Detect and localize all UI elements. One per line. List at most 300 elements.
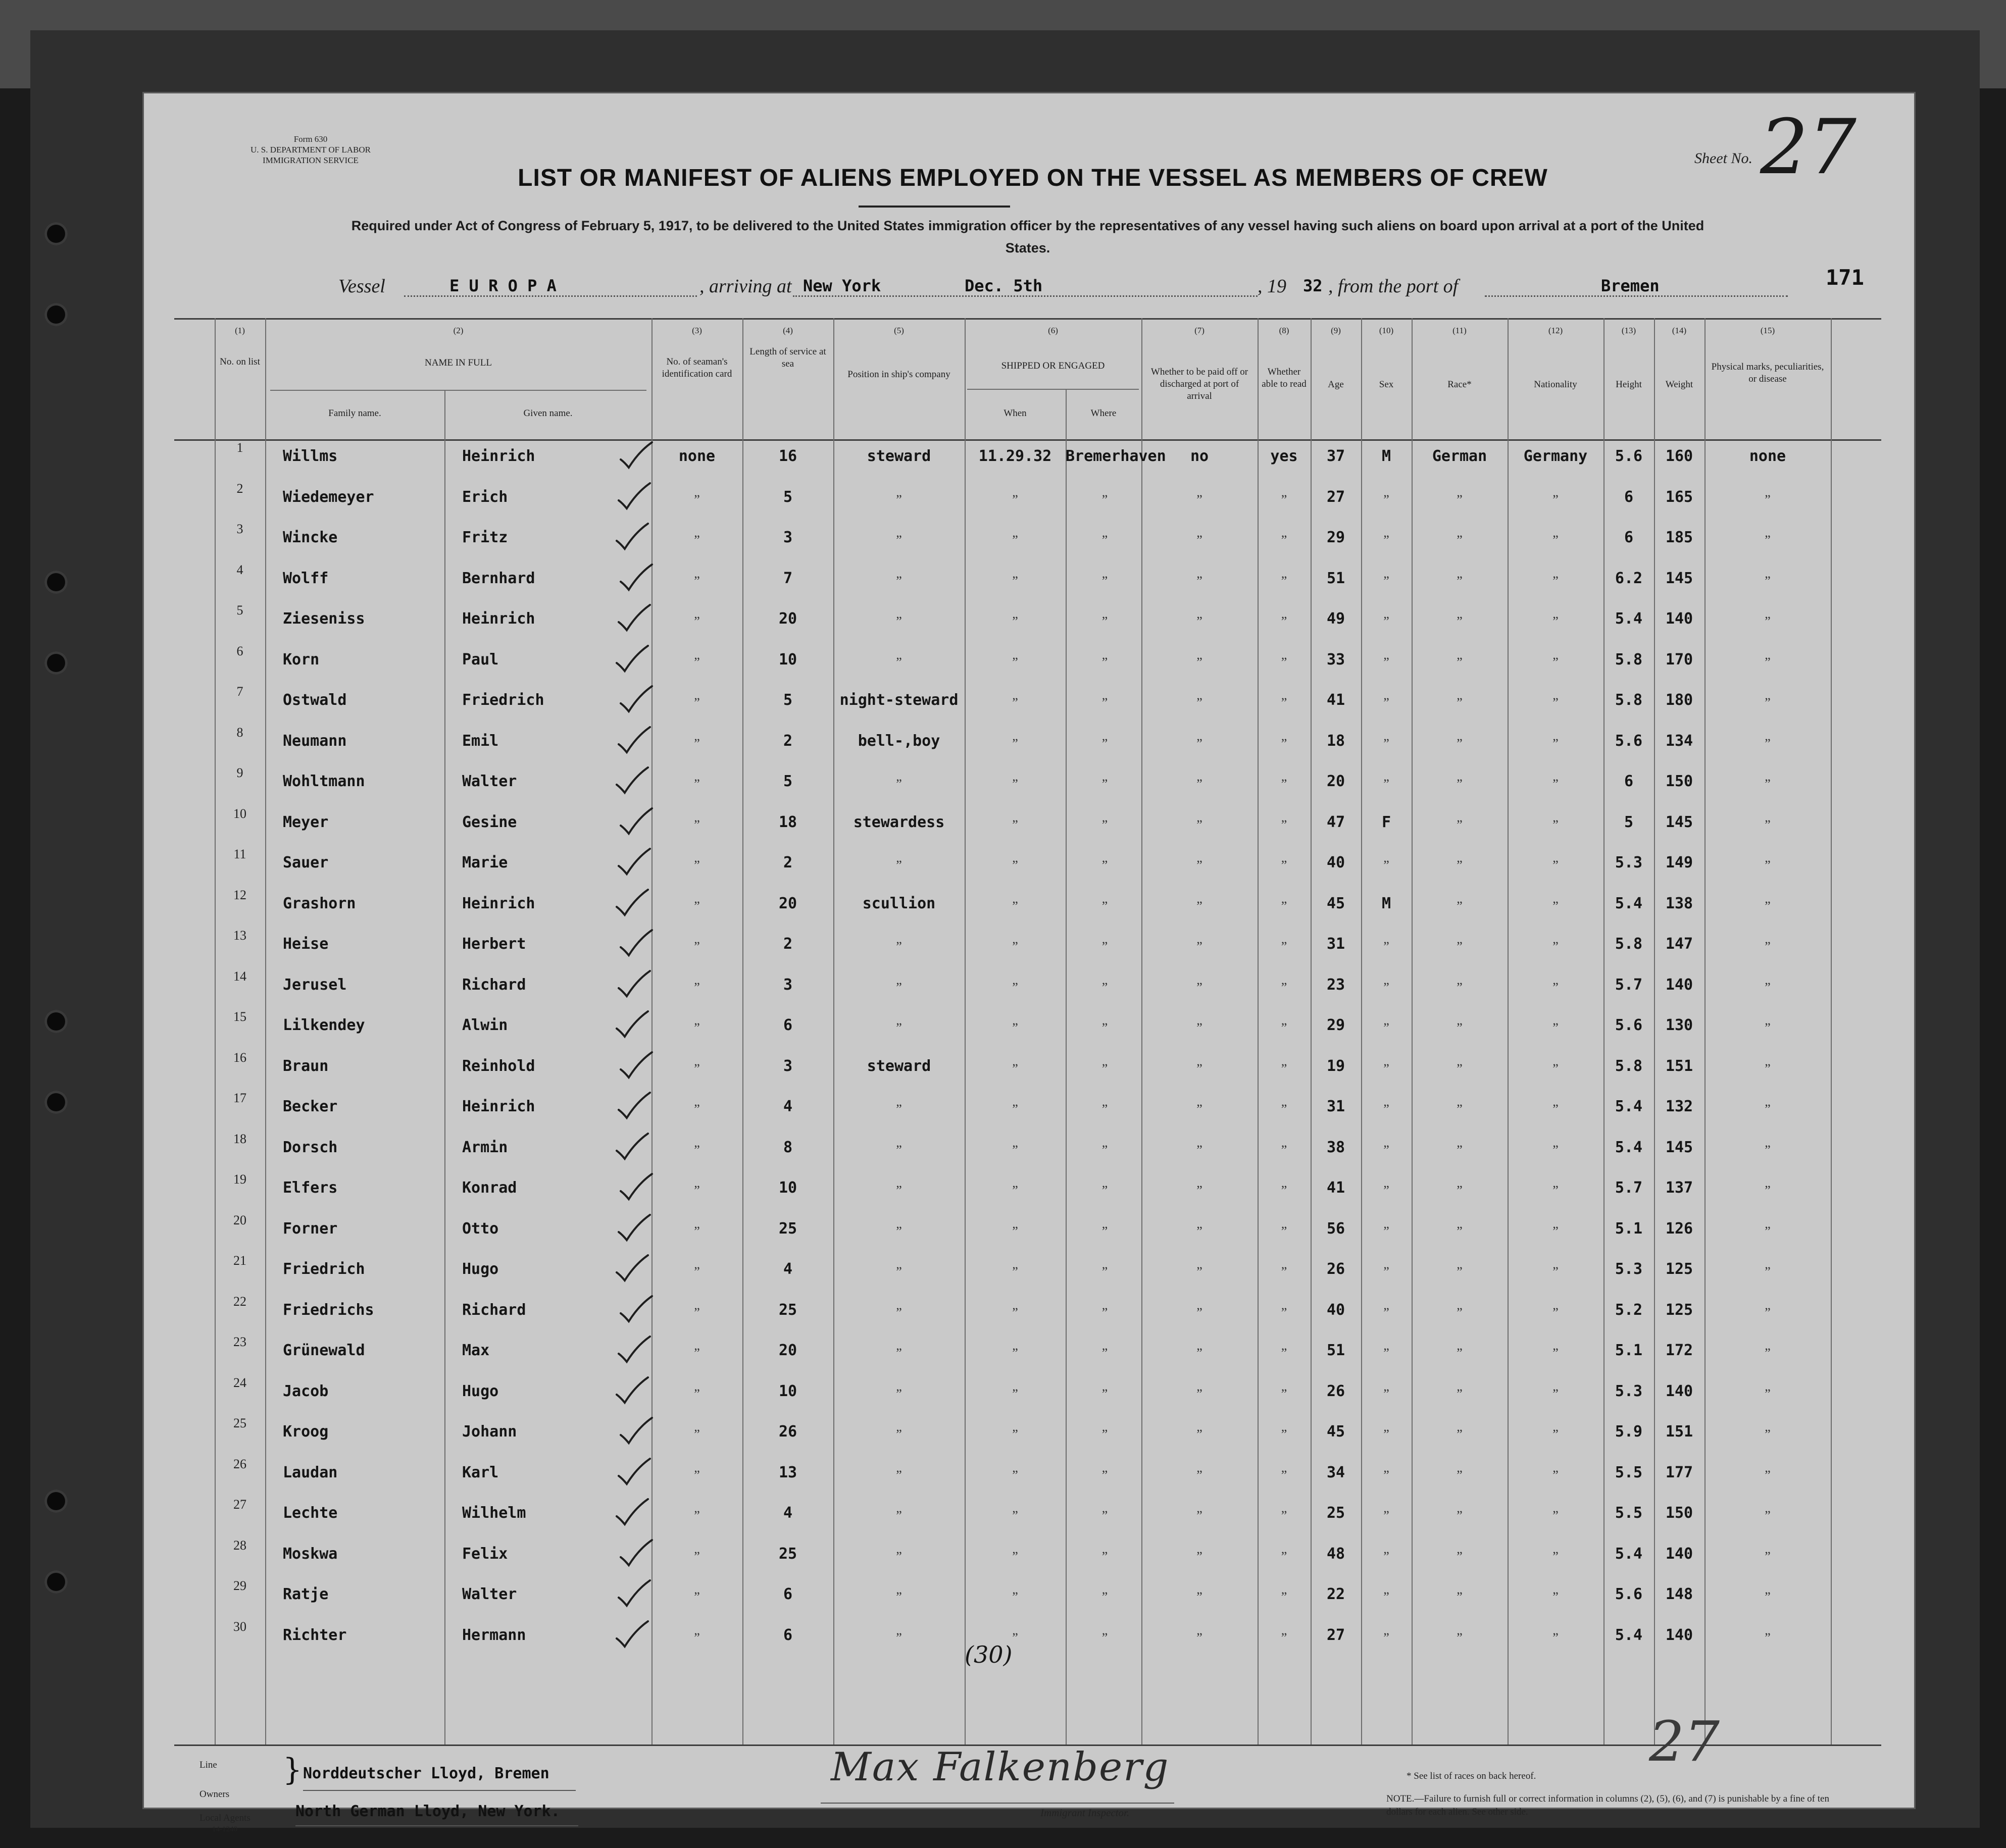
- cell-position: stewardess: [853, 813, 945, 831]
- cell-card: ”: [694, 1020, 700, 1035]
- cell-nationality: ”: [1552, 492, 1559, 507]
- cell-height: 5.8: [1615, 691, 1643, 709]
- cell-position: ”: [896, 1183, 902, 1198]
- cell-service: 6: [783, 1016, 793, 1034]
- col-num-7: (7): [1194, 326, 1205, 335]
- cell-card: ”: [694, 817, 700, 832]
- shipped-subrule: [967, 389, 1139, 390]
- cell-paid: ”: [1196, 654, 1202, 670]
- cell-marks: ”: [1765, 1102, 1771, 1116]
- cell-family: Grünewald: [283, 1342, 365, 1359]
- cell-when: ”: [1012, 1020, 1018, 1035]
- cell-sex: ”: [1383, 1183, 1389, 1198]
- header-paid-off: Whether to be paid off or discharged at port of arrival: [1150, 367, 1248, 401]
- cell-given: Richard: [462, 1301, 526, 1319]
- cell-height: 5.7: [1615, 1179, 1643, 1197]
- cell-paid: ”: [1196, 533, 1202, 547]
- table-row: [144, 522, 1914, 566]
- cell-no: 5: [236, 603, 243, 618]
- table-row: [144, 1578, 1914, 1623]
- cell-where: ”: [1101, 1020, 1108, 1035]
- cell-sex: ”: [1383, 614, 1389, 629]
- cell-nationality: ”: [1552, 1020, 1559, 1035]
- cell-marks: ”: [1765, 1508, 1771, 1523]
- cell-marks: ”: [1765, 736, 1771, 751]
- cell-service: 20: [778, 610, 797, 628]
- cell-position: ”: [896, 1549, 902, 1564]
- cell-where: ”: [1101, 1264, 1108, 1279]
- binder-hole: [44, 571, 68, 594]
- cell-height: 5.6: [1615, 1585, 1643, 1603]
- cell-where: ”: [1101, 898, 1108, 913]
- cell-no: 13: [233, 928, 246, 943]
- cell-where: ”: [1101, 1183, 1108, 1198]
- cell-where: ”: [1101, 1346, 1108, 1360]
- cell-position: night-steward: [839, 691, 959, 709]
- cell-paid: ”: [1196, 777, 1202, 791]
- page-title: LIST OR MANIFEST OF ALIENS EMPLOYED ON THE VESSEL AS MEMBERS OF CREW: [518, 165, 1548, 191]
- cell-position: ”: [896, 533, 902, 547]
- cell-family: Wiedemeyer: [283, 488, 374, 506]
- cell-family: Wohltmann: [283, 773, 365, 790]
- header-name-in-full: NAME IN FULL: [425, 357, 492, 368]
- cell-paid: ”: [1196, 1386, 1202, 1401]
- cell-no: 2: [236, 481, 243, 496]
- header-bottom-rule: [174, 439, 1881, 441]
- cell-sex: ”: [1383, 1549, 1389, 1564]
- cell-height: 5: [1624, 813, 1634, 831]
- check-mark-icon: [619, 807, 654, 837]
- cell-height: 5.8: [1615, 1057, 1643, 1075]
- table-row: [144, 887, 1914, 932]
- cell-paid: ”: [1196, 1549, 1202, 1564]
- cell-given: Heinrich: [462, 894, 535, 912]
- cell-no: 14: [233, 968, 246, 984]
- cell-no: 24: [233, 1375, 246, 1390]
- header-marks: Physical marks, peculiarities, or disease: [1711, 362, 1824, 384]
- cell-family: Friedrich: [283, 1260, 365, 1278]
- check-mark-icon: [615, 889, 650, 918]
- cell-race: ”: [1457, 1508, 1463, 1523]
- check-mark-icon: [617, 970, 652, 999]
- cell-no: 4: [236, 562, 243, 577]
- cell-height: 5.4: [1615, 894, 1643, 912]
- cell-weight: 140: [1665, 1626, 1693, 1644]
- header-weight: Weight: [1665, 379, 1693, 390]
- cell-position: ”: [896, 1142, 902, 1157]
- cell-when: ”: [1012, 898, 1018, 913]
- cell-given: Armin: [462, 1138, 508, 1156]
- cell-card: ”: [694, 1630, 700, 1645]
- cell-read: ”: [1281, 817, 1287, 832]
- cell-card: ”: [694, 1346, 700, 1360]
- cell-no: 9: [236, 765, 243, 780]
- cell-position: ”: [896, 1223, 902, 1239]
- cell-no: 1: [236, 440, 243, 455]
- cell-marks: ”: [1765, 1183, 1771, 1198]
- cell-service: 18: [778, 813, 797, 831]
- cell-given: Hermann: [462, 1626, 526, 1644]
- cell-card: ”: [694, 1142, 700, 1157]
- cell-when: ”: [1012, 1183, 1018, 1198]
- header-sex: Sex: [1379, 379, 1394, 390]
- cell-marks: ”: [1765, 817, 1771, 832]
- binder-hole: [44, 1570, 68, 1594]
- cell-sex: ”: [1383, 573, 1389, 588]
- cell-race: ”: [1457, 1142, 1463, 1157]
- cell-nationality: ”: [1552, 533, 1559, 547]
- cell-read: ”: [1281, 1061, 1287, 1076]
- vessel-label: Vessel: [338, 276, 385, 297]
- cell-service: 2: [783, 935, 793, 953]
- cell-nationality: ”: [1552, 1630, 1559, 1645]
- check-mark-icon: [619, 929, 654, 958]
- check-mark-icon: [615, 523, 650, 552]
- cell-age: 45: [1326, 1423, 1345, 1441]
- cell-race: ”: [1457, 533, 1463, 547]
- cell-read: yes: [1270, 447, 1298, 465]
- cell-where: ”: [1101, 1061, 1108, 1076]
- cell-given: Paul: [462, 650, 499, 669]
- cell-service: 5: [783, 691, 793, 709]
- cell-position: steward: [867, 1057, 931, 1075]
- check-mark-icon: [615, 1254, 650, 1284]
- cell-age: 41: [1326, 691, 1345, 709]
- table-row: [144, 847, 1914, 891]
- cell-age: 56: [1326, 1219, 1345, 1238]
- cell-age: 26: [1326, 1260, 1345, 1278]
- cell-family: Heise: [283, 935, 329, 953]
- cell-age: 27: [1326, 488, 1345, 506]
- table-row: [144, 603, 1914, 647]
- cell-where: ”: [1101, 939, 1108, 954]
- check-mark-icon: [617, 726, 652, 755]
- cell-paid: ”: [1196, 1264, 1202, 1279]
- cell-race: ”: [1457, 858, 1463, 872]
- cell-where: ”: [1101, 1549, 1108, 1564]
- cell-race: ”: [1457, 1305, 1463, 1320]
- table-row: [144, 1131, 1914, 1176]
- cell-paid: ”: [1196, 573, 1202, 588]
- cell-card: ”: [694, 736, 700, 751]
- vessel-line: [338, 275, 1828, 300]
- cell-sex: ”: [1383, 777, 1389, 791]
- table-row: [144, 440, 1914, 485]
- cell-where: ”: [1101, 573, 1108, 588]
- cell-family: Lilkendey: [283, 1016, 365, 1034]
- cell-sex: ”: [1383, 654, 1389, 670]
- header-when: When: [1004, 408, 1027, 419]
- cell-card: ”: [694, 980, 700, 995]
- cell-height: 5.1: [1615, 1342, 1643, 1359]
- cell-card: ”: [694, 1508, 700, 1523]
- cell-service: 4: [783, 1260, 793, 1278]
- cell-read: ”: [1281, 614, 1287, 629]
- sheet-mark: 27: [1649, 1709, 1720, 1774]
- cell-read: ”: [1281, 1630, 1287, 1645]
- cell-read: ”: [1281, 858, 1287, 872]
- cell-service: 4: [783, 1504, 793, 1522]
- binder-hole: [44, 222, 68, 245]
- cell-given: Walter: [462, 773, 517, 790]
- cell-marks: ”: [1765, 695, 1771, 710]
- cell-card: ”: [694, 1467, 700, 1482]
- table-row: [144, 1253, 1914, 1298]
- cell-position: ”: [896, 980, 902, 995]
- cell-age: 20: [1326, 773, 1345, 790]
- cell-read: ”: [1281, 1386, 1287, 1401]
- cell-card: ”: [694, 1427, 700, 1442]
- cell-given: Erich: [462, 488, 508, 506]
- cell-age: 51: [1326, 1342, 1345, 1359]
- cell-height: 5.8: [1615, 650, 1643, 669]
- cell-paid: no: [1190, 447, 1209, 465]
- table-row: [144, 562, 1914, 607]
- cell-no: 11: [233, 847, 246, 861]
- header-height: Height: [1616, 379, 1642, 390]
- cell-read: ”: [1281, 654, 1287, 670]
- cell-height: 5.9: [1615, 1423, 1643, 1441]
- cell-given: Heinrich: [462, 447, 535, 465]
- cell-weight: 145: [1665, 569, 1693, 587]
- cell-read: ”: [1281, 1305, 1287, 1320]
- cell-marks: ”: [1765, 573, 1771, 588]
- cell-service: 25: [778, 1219, 797, 1238]
- cell-no: 23: [233, 1334, 246, 1349]
- cell-age: 22: [1326, 1585, 1345, 1603]
- col-num-13: (13): [1621, 326, 1636, 335]
- cell-paid: ”: [1196, 858, 1202, 872]
- cell-card: ”: [694, 1264, 700, 1279]
- cell-family: Jerusel: [283, 976, 347, 994]
- manifest-sheet: [144, 93, 1914, 1833]
- cell-nationality: ”: [1552, 573, 1559, 588]
- arrival-dots: [793, 295, 1258, 297]
- cell-race: ”: [1457, 736, 1463, 751]
- cell-read: ”: [1281, 1020, 1287, 1035]
- cell-position: ”: [896, 858, 902, 872]
- cell-service: 6: [783, 1585, 793, 1603]
- arrival-year: 32: [1303, 276, 1323, 295]
- cell-marks: ”: [1765, 777, 1771, 791]
- cell-race: ”: [1457, 573, 1463, 588]
- cell-weight: 134: [1665, 732, 1693, 750]
- table-row: [144, 1334, 1914, 1379]
- cell-card: ”: [694, 1305, 700, 1320]
- cell-paid: ”: [1196, 1102, 1202, 1116]
- cell-service: 25: [778, 1301, 797, 1319]
- check-mark-icon: [615, 1620, 650, 1650]
- cell-nationality: ”: [1552, 777, 1559, 791]
- cell-height: 6: [1624, 529, 1634, 546]
- year-prefix: , 19: [1258, 276, 1286, 297]
- cell-where: ”: [1101, 1142, 1108, 1157]
- table-row: [144, 1375, 1914, 1420]
- cell-card: ”: [694, 614, 700, 629]
- cell-height: 5.6: [1615, 732, 1643, 750]
- cell-service: 7: [783, 569, 793, 587]
- table-row: [144, 725, 1914, 769]
- cell-family: Meyer: [283, 813, 329, 831]
- cell-no: 29: [233, 1578, 246, 1593]
- cell-weight: 177: [1665, 1463, 1693, 1481]
- cell-service: 4: [783, 1098, 793, 1115]
- cell-position: ”: [896, 614, 902, 629]
- cell-marks: ”: [1765, 492, 1771, 507]
- cell-height: 6: [1624, 773, 1634, 790]
- table-row: [144, 1172, 1914, 1216]
- sheet-label: Sheet No.: [1694, 150, 1752, 167]
- cell-card: ”: [694, 654, 700, 670]
- cell-service: 10: [778, 1179, 797, 1197]
- cell-read: ”: [1281, 939, 1287, 954]
- owners-label: Owners: [199, 1789, 230, 1800]
- cell-race: ”: [1457, 1061, 1463, 1076]
- header-length-service: Length of service at sea: [749, 346, 826, 369]
- table-row: [144, 1091, 1914, 1135]
- cell-where: ”: [1101, 1589, 1108, 1604]
- cell-race: ”: [1457, 1589, 1463, 1604]
- cell-when: 11.29.32: [978, 447, 1052, 465]
- col-num-15: (15): [1760, 326, 1775, 335]
- cell-nationality: ”: [1552, 817, 1559, 832]
- col-num-6: (6): [1048, 326, 1058, 335]
- header-family-name: Family name.: [328, 408, 381, 419]
- cell-no: 7: [236, 684, 243, 699]
- cell-paid: ”: [1196, 1020, 1202, 1035]
- cell-marks: ”: [1765, 614, 1771, 629]
- cell-age: 34: [1326, 1463, 1345, 1481]
- cell-no: 8: [236, 725, 243, 740]
- cell-position: ”: [896, 1630, 902, 1645]
- cell-paid: ”: [1196, 817, 1202, 832]
- cell-height: 5.6: [1615, 447, 1643, 465]
- cell-read: ”: [1281, 1589, 1287, 1604]
- cell-race: ”: [1457, 1264, 1463, 1279]
- cell-marks: ”: [1765, 1386, 1771, 1401]
- cell-when: ”: [1012, 1467, 1018, 1482]
- cell-paid: ”: [1196, 898, 1202, 913]
- sheet-reference: 171: [1826, 265, 1864, 290]
- cell-height: 5.4: [1615, 1545, 1643, 1563]
- cell-card: ”: [694, 695, 700, 710]
- cell-race: ”: [1457, 1549, 1463, 1564]
- cell-sex: M: [1381, 894, 1391, 912]
- cell-height: 5.2: [1615, 1301, 1643, 1319]
- cell-marks: ”: [1765, 1061, 1771, 1076]
- cell-given: Heinrich: [462, 610, 535, 628]
- cell-sex: ”: [1383, 1223, 1389, 1239]
- cell-no: 25: [233, 1416, 246, 1430]
- cell-family: Grashorn: [283, 894, 356, 912]
- cell-where: ”: [1101, 533, 1108, 547]
- cell-service: 5: [783, 488, 793, 506]
- vessel-dots: [404, 295, 697, 297]
- cell-race: ”: [1457, 1427, 1463, 1442]
- check-mark-icon: [619, 441, 654, 471]
- cell-age: 47: [1326, 813, 1345, 831]
- table-row: [144, 643, 1914, 688]
- cell-height: 6.2: [1615, 569, 1643, 587]
- agents-underline: [295, 1825, 578, 1826]
- cell-card: ”: [694, 777, 700, 791]
- line-underline: [303, 1790, 576, 1791]
- cell-paid: ”: [1196, 1467, 1202, 1482]
- cell-given: Gesine: [462, 813, 517, 831]
- cell-given: Johann: [462, 1423, 517, 1441]
- cell-paid: ”: [1196, 1305, 1202, 1320]
- cell-card: ”: [694, 1589, 700, 1604]
- cell-position: bell-,boy: [858, 732, 940, 750]
- cell-weight: 151: [1665, 1057, 1693, 1075]
- cell-weight: 165: [1665, 488, 1693, 506]
- cell-sex: ”: [1383, 1467, 1389, 1482]
- cell-weight: 132: [1665, 1098, 1693, 1115]
- penalty-note: NOTE.—Failure to furnish full or correct information in columns (2), (5), (6), and (7) is punishable by a fine of ten dollars for each alien. See other side.: [1386, 1793, 1829, 1817]
- cell-where: ”: [1101, 1305, 1108, 1320]
- header-shipped: SHIPPED OR ENGAGED: [1001, 361, 1105, 371]
- cell-height: 5.4: [1615, 1098, 1643, 1115]
- cell-paid: ”: [1196, 1427, 1202, 1442]
- cell-paid: ”: [1196, 1346, 1202, 1360]
- cell-when: ”: [1012, 614, 1018, 629]
- cell-paid: ”: [1196, 1508, 1202, 1523]
- cell-height: 6: [1624, 488, 1634, 506]
- binder-hole: [44, 651, 68, 675]
- cell-read: ”: [1281, 695, 1287, 710]
- col-num-4: (4): [783, 326, 793, 335]
- cell-paid: ”: [1196, 939, 1202, 954]
- cell-sex: ”: [1383, 1061, 1389, 1076]
- cell-card: ”: [694, 898, 700, 913]
- cell-age: 51: [1326, 569, 1345, 587]
- cell-service: 6: [783, 1626, 793, 1644]
- cell-when: ”: [1012, 1223, 1018, 1239]
- cell-sex: F: [1381, 813, 1391, 831]
- cell-no: 18: [233, 1131, 246, 1146]
- cell-where: ”: [1101, 817, 1108, 832]
- cell-paid: ”: [1196, 1223, 1202, 1239]
- check-mark-icon: [617, 1336, 652, 1365]
- cell-age: 27: [1326, 1626, 1345, 1644]
- cell-where: ”: [1101, 1467, 1108, 1482]
- cell-where: ”: [1101, 695, 1108, 710]
- cell-nationality: ”: [1552, 1386, 1559, 1401]
- cell-paid: ”: [1196, 1630, 1202, 1645]
- cell-age: 38: [1326, 1138, 1345, 1156]
- cell-nationality: ”: [1552, 1589, 1559, 1604]
- cell-paid: ”: [1196, 1183, 1202, 1198]
- cell-position: ”: [896, 1305, 902, 1320]
- cell-position: ”: [896, 1020, 902, 1035]
- cell-given: Marie: [462, 854, 508, 871]
- name-subrule: [270, 390, 646, 391]
- inspector-signature: Max Falkenberg: [831, 1744, 1170, 1790]
- cell-service: 25: [778, 1545, 797, 1563]
- cell-position: ”: [896, 1264, 902, 1279]
- cell-card: ”: [694, 573, 700, 588]
- binder-hole: [44, 1490, 68, 1513]
- cell-family: Korn: [283, 650, 320, 669]
- table-top-rule: [174, 318, 1881, 320]
- cell-card: ”: [694, 1102, 700, 1116]
- cell-service: 13: [778, 1463, 797, 1481]
- cell-no: 28: [233, 1537, 246, 1553]
- cell-position: ”: [896, 1102, 902, 1116]
- cell-weight: 130: [1665, 1016, 1693, 1034]
- sheet-number: 27: [1760, 104, 1857, 191]
- cell-nationality: ”: [1552, 1061, 1559, 1076]
